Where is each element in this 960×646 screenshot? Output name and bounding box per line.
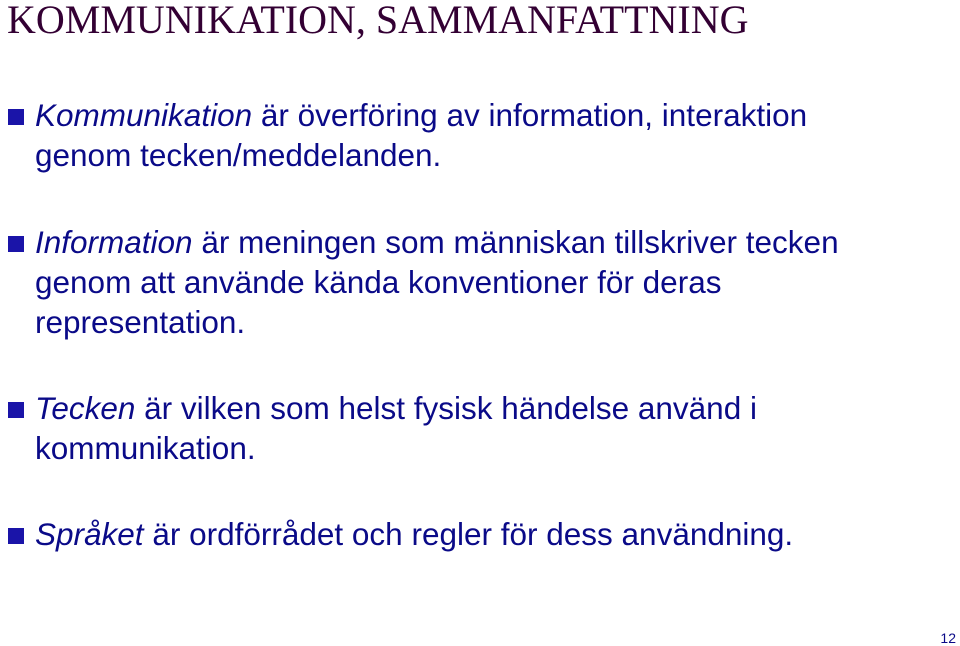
bullet-term: Information <box>35 224 193 260</box>
square-bullet-icon <box>8 109 24 125</box>
bullet-definition: är meningen som människan tillskriver tecken genom att använde kända konventioner för deras representation. <box>35 224 839 340</box>
bullet-text <box>35 95 895 175</box>
square-bullet-icon <box>8 402 24 418</box>
bullet-definition: är vilken som helst fysisk händelse använd i kommunikation. <box>35 390 757 466</box>
bullet-definition: är ordförrådet och regler för dess användning. <box>143 516 794 552</box>
bullet-term: Språket <box>35 516 144 552</box>
bullet-text <box>35 222 895 342</box>
square-bullet-icon <box>8 528 24 544</box>
bullet-term: Kommunikation <box>35 97 253 133</box>
slide-title: KOMMUNIKATION, SAMMANFATTNING <box>7 0 749 42</box>
square-bullet-icon <box>8 236 24 252</box>
bullet-text <box>35 388 895 468</box>
bullet-text <box>35 514 895 554</box>
bullet-definition: är överföring av information, interaktion genom tecken/meddelanden. <box>35 97 808 173</box>
page-number: 12 <box>940 630 956 646</box>
bullet-term: Tecken <box>35 390 136 426</box>
